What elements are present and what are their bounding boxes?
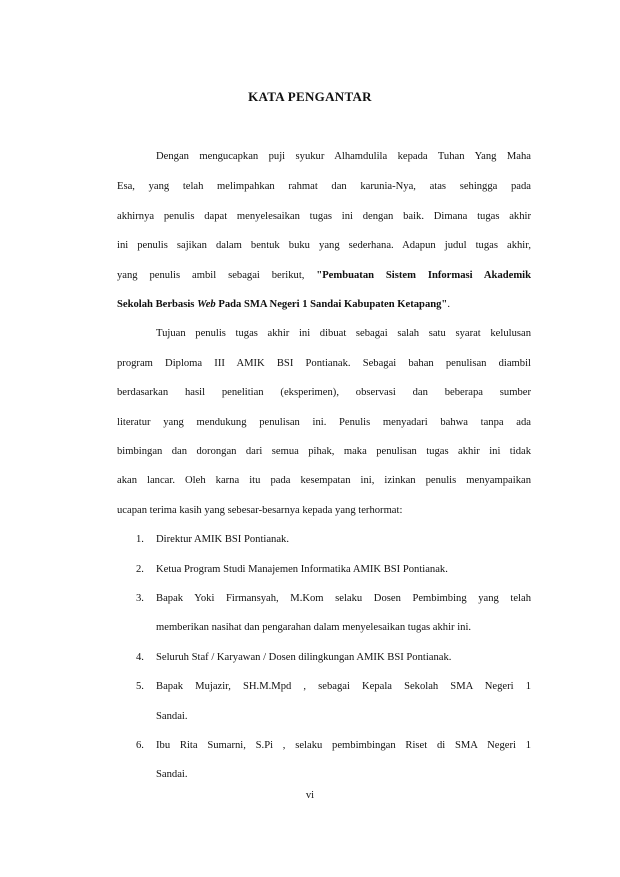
list-number: 2. — [136, 564, 144, 575]
list-item: Seluruh Staf / Karyawan / Dosen dilingkungan AMIK BSI Pontianak. — [156, 652, 452, 663]
paragraph1-text: yang penulis ambil sebagai berikut, — [117, 270, 317, 281]
thesis-title-part2c: Pada SMA Negeri 1 Sandai Kabupaten Ketapang" — [215, 299, 448, 310]
list-number: 4. — [136, 652, 144, 663]
thesis-title-line — [117, 298, 531, 312]
paragraph2-line: Tujuan penulis tugas akhir ini dibuat sebagai salah satu syarat kelulusan — [156, 328, 531, 339]
paragraph1-line: Dengan mengucapkan puji syukur Alhamdulila kepada Tuhan Yang Maha — [156, 151, 531, 162]
list-item: Bapak Yoki Firmansyah, M.Kom selaku Dosen Pembimbing yang telah — [156, 593, 531, 604]
list-item-continuation: Sandai. — [156, 769, 188, 780]
page-title: KATA PENGANTAR — [248, 89, 372, 104]
paragraph1-line: Esa, yang telah melimpahkan rahmat dan karunia-Nya, atas sehingga pada — [117, 181, 531, 192]
thesis-title-part1: "Pembuatan Sistem Informasi Akademik — [316, 270, 532, 281]
list-item: Ibu Rita Sumarni, S.Pi , selaku pembimbingan Riset di SMA Negeri 1 — [156, 740, 531, 751]
list-number: 6. — [136, 740, 144, 751]
paragraph1-line: ini penulis sajikan dalam bentuk buku yang sederhana. Adapun judul tugas akhir, — [117, 240, 531, 251]
thesis-title-end: . — [447, 299, 450, 310]
paragraph2-line: akan lancar. Oleh karna itu pada kesempatan ini, izinkan penulis menyampaikan — [117, 475, 531, 486]
paragraph1-line: akhirnya penulis dapat menyelesaikan tugas ini dengan baik. Dimana tugas akhir — [117, 211, 531, 222]
paragraph2-line: berdasarkan hasil penelitian (eksperimen), observasi dan beberapa sumber — [117, 387, 531, 398]
page-number: vi — [305, 790, 315, 801]
list-item: Direktur AMIK BSI Pontianak. — [156, 534, 290, 545]
paragraph2-line: bimbingan dan dorongan dari semua pihak, maka penulisan tugas akhir ini tidak — [117, 446, 531, 457]
paragraph2-line: program Diploma III AMIK BSI Pontianak. Sebagai bahan penulisan diambil — [117, 358, 531, 369]
paragraph2-line: literatur yang mendukung penulisan ini. Penulis menyadari bahwa tanpa ada — [117, 417, 531, 428]
list-item-continuation: Sandai. — [156, 711, 188, 722]
thesis-title-web: Web — [197, 299, 216, 310]
list-number: 5. — [136, 681, 144, 692]
paragraph1-line — [117, 269, 531, 283]
list-item: Bapak Mujazir, SH.M.Mpd , sebagai Kepala Sekolah SMA Negeri 1 — [156, 681, 531, 692]
list-number: 1. — [136, 534, 144, 545]
paragraph2-line: ucapan terima kasih yang sebesar-besarnya kepada yang terhormat: — [117, 505, 403, 516]
thesis-title-part2a: Sekolah Berbasis — [117, 299, 198, 310]
list-number: 3. — [136, 593, 144, 604]
list-item: Ketua Program Studi Manajemen Informatika AMIK BSI Pontianak. — [156, 564, 448, 575]
list-item-continuation: memberikan nasihat dan pengarahan dalam menyelesaikan tugas akhir ini. — [156, 622, 472, 633]
